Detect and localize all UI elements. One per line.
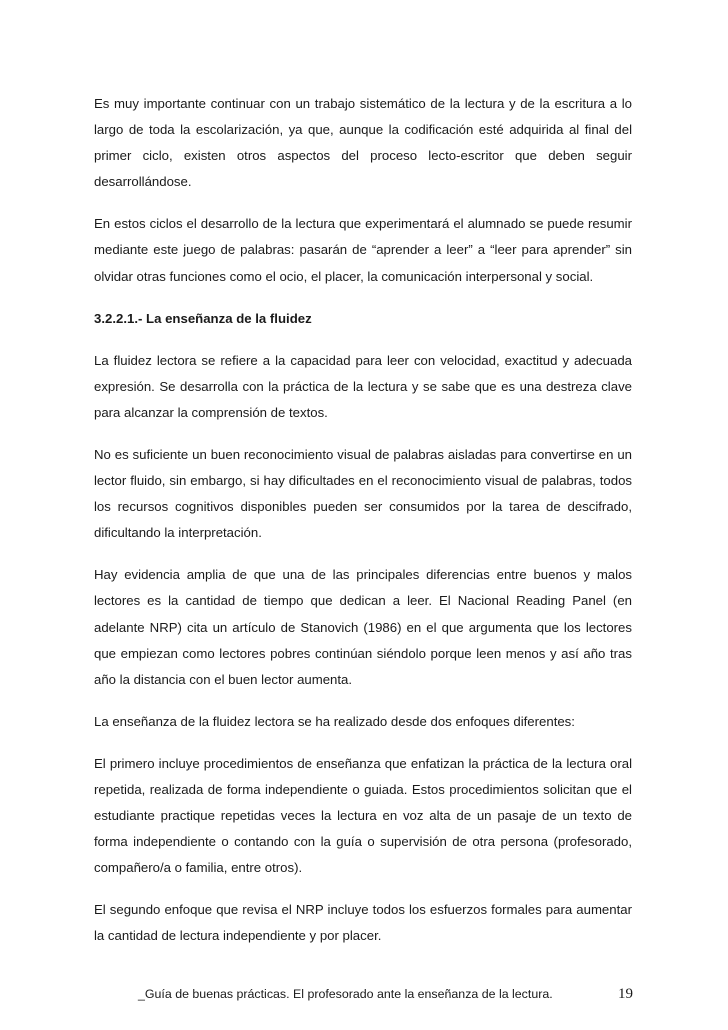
- page-number: 19: [618, 986, 633, 1002]
- page-footer: [138, 986, 638, 1006]
- paragraph-continuidad-lectura: Es muy importante continuar con un trabajo sistemático de la lectura y de la escritura a lo largo de toda la escolarización, ya que, aunque la codificación esté adquirida al final del primer ciclo, existen otros aspectos del proceso lecto-escritor que deben seguir desarrollándose.: [94, 96, 632, 190]
- paragraph-aprender-a-leer: En estos ciclos el desarrollo de la lectura que experimentará el alumnado se puede resumir mediante este juego de palabras: pasarán de “aprender a leer” a “leer para aprender” sin olvidar otras funciones como el ocio, el placer, la comunicación interpersonal y social.: [94, 216, 632, 284]
- section-heading: 3.2.2.1.- La enseñanza de la fluidez: [94, 310, 312, 326]
- paragraph-segundo-enfoque: El segundo enfoque que revisa el NRP incluye todos los esfuerzos formales para aumentar la cantidad de lectura independiente y por placer.: [94, 902, 632, 944]
- paragraph-dos-enfoques: La enseñanza de la fluidez lectora se ha realizado desde dos enfoques diferentes:: [94, 713, 575, 729]
- paragraph-definicion-fluidez: La fluidez lectora se refiere a la capacidad para leer con velocidad, exactitud y adecuada expresión. Se desarrolla con la práctica de la lectura y se sabe que es una destreza clave para alcanzar la comprensión de textos.: [94, 352, 632, 420]
- footer-title: _Guía de buenas prácticas. El profesorado ante la enseñanza de la lectura.: [138, 987, 553, 1001]
- paragraph-reconocimiento-visual: No es suficiente un buen reconocimiento visual de palabras aisladas para convertirse en un lector fluido, sin embargo, si hay dificultades en el reconocimiento visual de palabras, todos los recursos cognitivos disponibles pueden ser consumidos por la tarea de descifrado, dificultando la interpretación.: [94, 446, 632, 541]
- document-body: [94, 91, 632, 966]
- paragraph-evidencia-nrp: Hay evidencia amplia de que una de las principales diferencias entre buenos y malos lectores es la cantidad de tiempo que dedican a leer. El Nacional Reading Panel (en adelante NRP) cita un artículo de Stanovich (1986) en el que argumenta que los lectores que empiezan como lectores pobres continúan siéndolo porque leen menos y así año tras año la distancia con el buen lector aumenta.: [94, 567, 632, 687]
- paragraph-primer-enfoque: El primero incluye procedimientos de enseñanza que enfatizan la práctica de la lectura oral repetida, realizada de forma independiente o guiada. Estos procedimientos solicitan que el estudiante practique repetidas veces la lectura en voz alta de un pasaje de un texto de forma independiente o contando con la guía o supervisión de otra persona (profesorado, compañero/a o familia, entre otros).: [94, 755, 632, 876]
